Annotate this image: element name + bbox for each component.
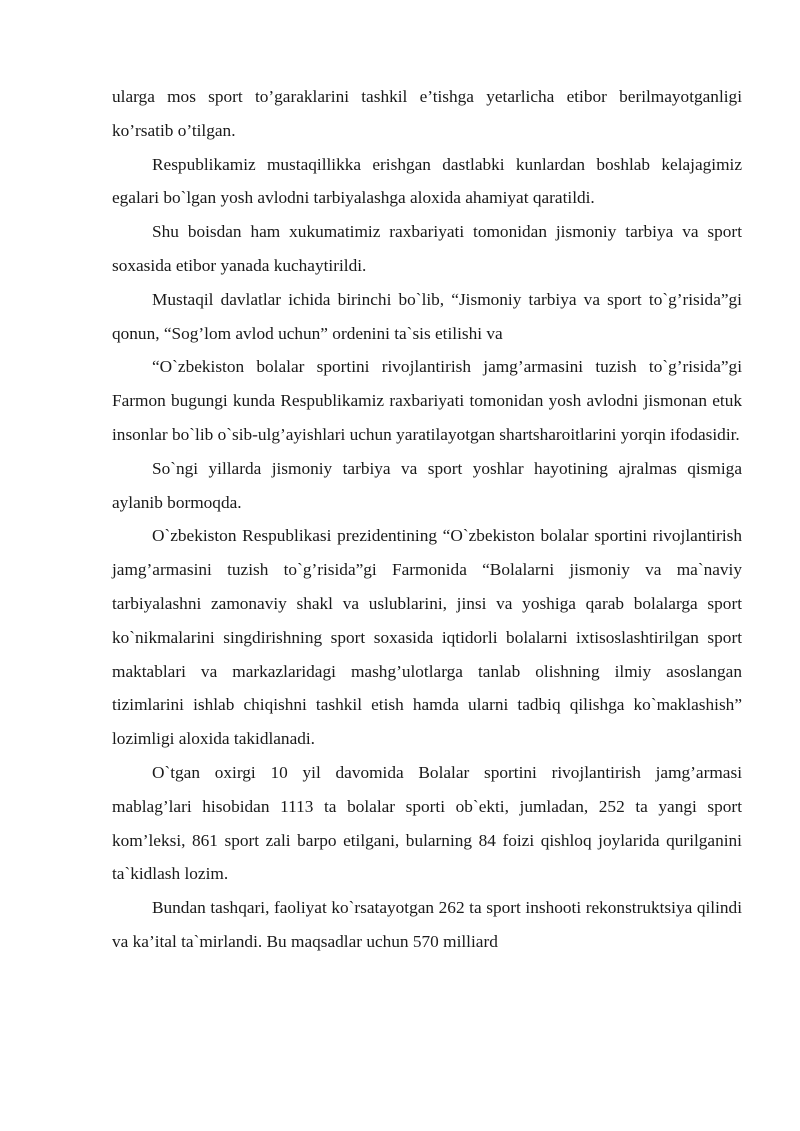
- paragraph-4: Mustaqil davlatlar ichida birinchi bo`lib, “Jismoniy tarbiya va sport to`g’risida”gi qonun, “Sog’lom avlod uchun” ordenini ta`sis etilishi va: [112, 289, 742, 343]
- paragraph-1: ularga mos sport to’garaklarini tashkil e’tishga yetarlicha etibor berilmayotganligi ko’rsatib o’tilgan.: [112, 87, 742, 140]
- paragraph-2: Respublikamiz mustaqillikka erishgan dastlabki kunlardan boshlab kelajagimiz egalari bo`lgan yosh avlodni tarbiyalashga aloxida ahamiyat qaratildi.: [112, 154, 742, 208]
- paragraph-8: O`tgan oxirgi 10 yil davomida Bolalar sportini rivojlantirish jamg’armasi mablag’lari hisobidan 1113 ta bolalar sporti ob`ekti, jumladan, 252 ta yangi sport kom’leksi, 861 sport zali barpo etilgani, bularning 84 foizi qishloq joylarida qurilganini ta`kidlash lozim.: [112, 762, 742, 884]
- paragraph-7: O`zbekiston Respublikasi prezidentining “O`zbekiston bolalar sportini rivojlantirish jamg’armasini tuzish to`g’risida”gi Farmonida “Bolalarni jismoniy va ma`naviy tarbiyalashni zamonaviy shakl va uslublarini, jinsi va yoshiga qarab bolalarga sport ko`nikmalarini singdirishning sport soxasida iqtidorli bolalarni ixtisoslashtirilgan sport maktablari va markazlaridagi mashg’ulotlarga tanlab olishning ilmiy asoslangan tizimlarini ishlab chiqishni tashkil etish hamda ularni tadbiq qilishga ko`maklashish” lozimligi aloxida takidlanadi.: [112, 526, 742, 749]
- document-page: [112, 80, 742, 959]
- paragraph-9: Bundan tashqari, faoliyat ko`rsatayotgan 262 ta sport inshooti rekonstruktsiya qilindi va ka’ital ta`mirlandi. Bu maqsadlar uchun 570 milliard: [112, 898, 742, 951]
- paragraph-5: “O`zbekiston bolalar sportini rivojlantirish jamg’armasini tuzish to`g’risida”gi Farmon bugungi kunda Respublikamiz raxbariyati tomonidan yosh avlodni jismonan etuk insonlar bo`lib o`sib-ulg’ayishlari uchun yaratilayotgan shartsharoitlarini yorqin ifodasidir.: [112, 357, 742, 444]
- paragraph-3: Shu boisdan ham xukumatimiz raxbariyati tomonidan jismoniy tarbiya va sport soxasida etibor yanada kuchaytirildi.: [112, 222, 742, 275]
- paragraph-6: So`ngi yillarda jismoniy tarbiya va sport yoshlar hayotining ajralmas qismiga aylanib bormoqda.: [112, 458, 742, 512]
